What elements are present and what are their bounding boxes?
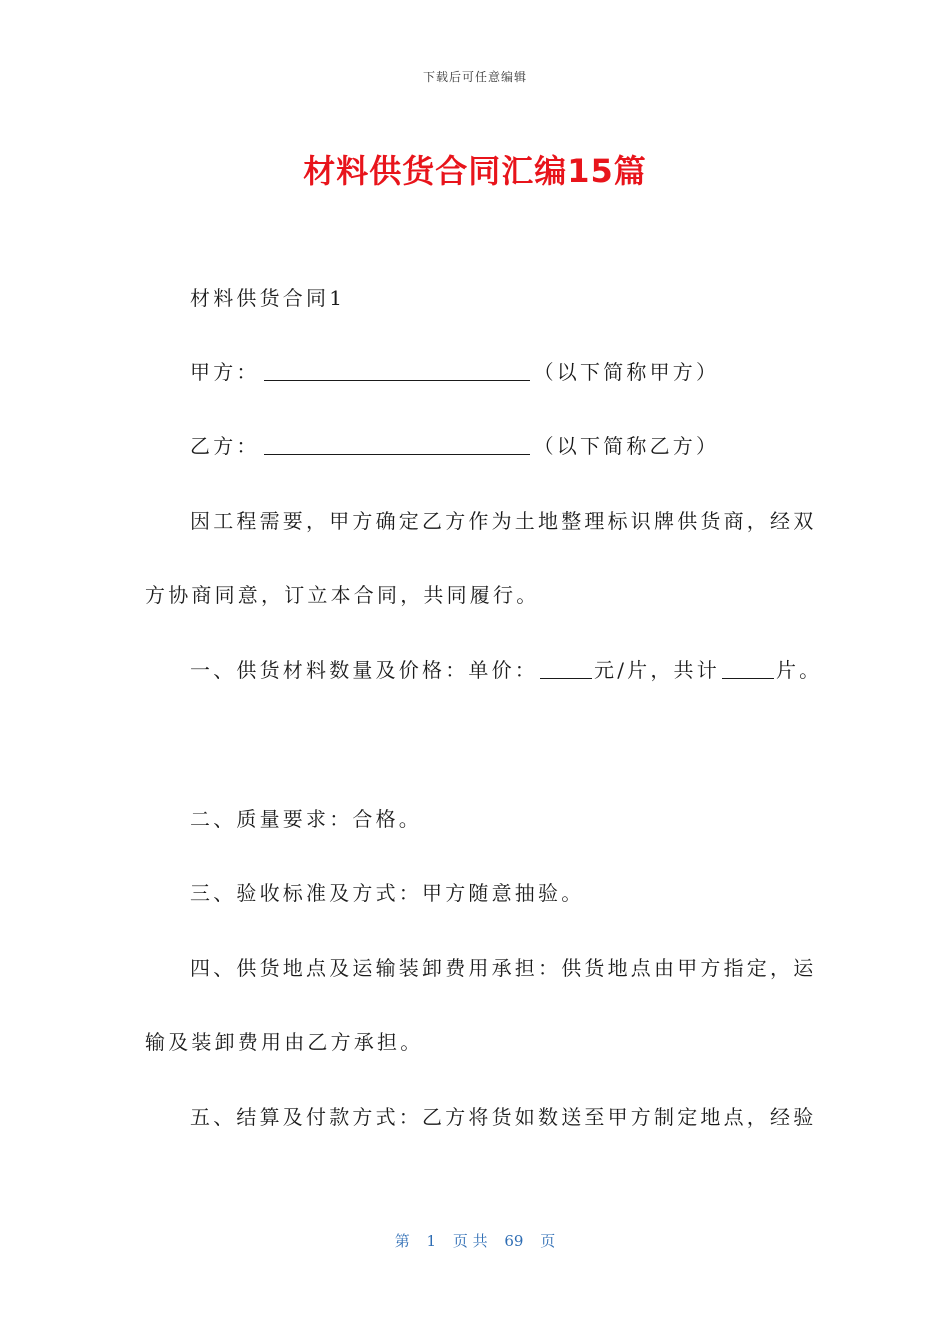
unit-price-blank (540, 658, 592, 679)
party-a-blank (264, 360, 530, 381)
clause-3: 三、验收标准及方式：甲方随意抽验。 (190, 881, 585, 905)
party-b-blank (264, 434, 530, 455)
footer-page-number: 1 (426, 1232, 437, 1250)
party-b-note: （以下简称乙方） (533, 434, 720, 458)
clause-4-line-2: 输及装卸费用由乙方承担。 (145, 1030, 424, 1054)
clause-2: 二、质量要求：合格。 (190, 807, 422, 831)
clause-4-line-1: 四、供货地点及运输装卸费用承担：供货地点由甲方指定，运 (190, 956, 817, 980)
footer-page-total: 69 (504, 1232, 524, 1250)
clause-1-part-1: 一、供货材料数量及价格：单价： (190, 658, 538, 682)
party-a-note: （以下简称甲方） (533, 360, 720, 384)
clause-1 (190, 655, 822, 685)
party-b-label: 乙方： (190, 434, 260, 458)
party-b-line (190, 431, 719, 461)
intro-line-1: 因工程需要，甲方确定乙方作为土地整理标识牌供货商，经双 (190, 509, 817, 533)
footer-page-prefix: 第 (394, 1232, 410, 1250)
contract-heading: 材料供货合同1 (190, 286, 346, 310)
party-a-line (190, 357, 719, 387)
party-a-label: 甲方： (190, 360, 260, 384)
page-footer (0, 1230, 950, 1251)
footer-page-suffix: 页 (540, 1232, 556, 1250)
quantity-blank (722, 658, 774, 679)
footer-page-mid: 页 共 (452, 1232, 488, 1250)
clause-5-line-1: 五、结算及付款方式：乙方将货如数送至甲方制定地点，经验 (190, 1105, 817, 1129)
header-note: 下载后可任意编辑 (422, 70, 527, 84)
document-title: 材料供货合同汇编15篇 (303, 152, 647, 190)
clause-1-part-3: 片。 (775, 658, 823, 682)
clause-1-part-2: 元/片，共计 (594, 658, 720, 682)
intro-line-2: 方协商同意，订立本合同，共同履行。 (145, 583, 540, 607)
